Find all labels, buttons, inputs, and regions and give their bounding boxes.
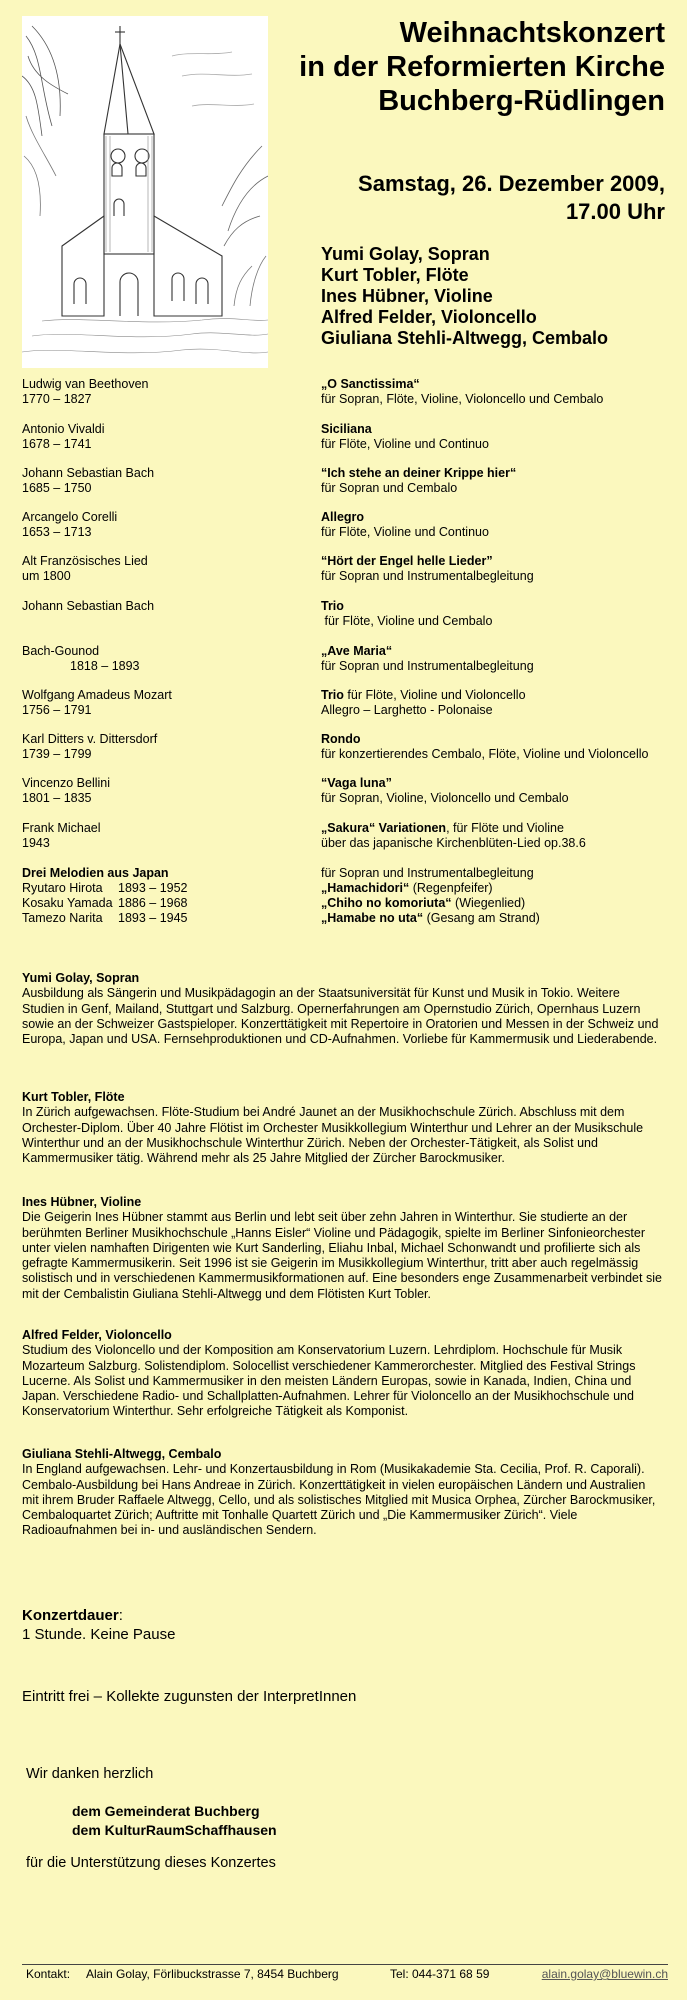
piece-title: „O Sanctissima“ bbox=[321, 377, 420, 391]
program-composer bbox=[22, 644, 140, 674]
japan-intro: für Sopran und Instrumentalbegleitung bbox=[321, 866, 534, 880]
program-piece bbox=[321, 510, 489, 540]
japan-song bbox=[321, 896, 540, 911]
piece-title: Trio bbox=[321, 599, 344, 613]
piece-detail: für Flöte, Violine und Cembalo bbox=[321, 614, 493, 628]
japan-song bbox=[321, 911, 540, 926]
sponsor-list bbox=[72, 1802, 277, 1840]
song-title: „Chiho no komoriuta“ bbox=[321, 896, 452, 910]
japan-composer-years: 1886 – 1968 bbox=[118, 896, 188, 910]
program-composer bbox=[22, 688, 172, 718]
composer-name: Antonio Vivaldi bbox=[22, 422, 105, 436]
performer: Alfred Felder, Violoncello bbox=[321, 307, 537, 327]
japan-songs bbox=[321, 866, 540, 926]
piece-title: Allegro bbox=[321, 510, 365, 524]
japan-composer-years: 1893 – 1945 bbox=[118, 911, 188, 925]
program-piece bbox=[321, 776, 569, 806]
piece-detail: für Sopran und Instrumentalbegleitung bbox=[321, 659, 534, 673]
program-composer bbox=[22, 466, 154, 496]
composer-name: Vincenzo Bellini bbox=[22, 776, 111, 790]
bio-alfred-felder bbox=[22, 1328, 662, 1420]
performer-list bbox=[321, 244, 608, 349]
piece-title: „Ave Maria“ bbox=[321, 644, 393, 658]
duration-text: 1 Stunde. Keine Pause bbox=[22, 1626, 176, 1643]
composer-years: 1653 – 1713 bbox=[22, 525, 92, 539]
program-piece bbox=[321, 821, 586, 851]
piece-title: Siciliana bbox=[321, 422, 372, 436]
program-piece bbox=[321, 732, 649, 762]
bio-text: In England aufgewachsen. Lehr- und Konzertausbildung in Rom (Musikakademie Sta. Cecilia, Prof. R. Caporali). Cembalo-Ausbildung bei Hans Andreae in Zürich. Konzerttätigkeit in vielen europäischen Ländern und Australien mit ihrem Bruder Raffaele Altwegg, Cello, und als solistisches Mitglied mit Musica Orphea, Zürcher Barockmusiker, Cembaloquartet Zürich; Auftritte mit Tonhalle Quartett Zürich und „Die Kammermusiker Zürich“. Viele Radioaufnahmen bei in- und ausländischen Sendern. bbox=[22, 1462, 656, 1538]
program-composer bbox=[22, 776, 110, 806]
program-piece bbox=[321, 644, 534, 674]
title-line: Weihnachtskonzert bbox=[399, 17, 665, 49]
composer-years: 1770 – 1827 bbox=[22, 392, 92, 406]
program-piece bbox=[321, 377, 603, 407]
program-composer bbox=[22, 422, 104, 452]
japan-composer bbox=[22, 896, 188, 911]
piece-detail: für Flöte, Violine und Continuo bbox=[321, 525, 489, 539]
japan-composer bbox=[22, 881, 188, 896]
bio-name: Yumi Golay, Sopran bbox=[22, 971, 140, 985]
contact-phone: Tel: 044-371 68 59 bbox=[390, 1967, 490, 1981]
program-composer bbox=[22, 599, 154, 614]
program-composer bbox=[22, 510, 117, 540]
performer: Yumi Golay, Sopran bbox=[321, 244, 490, 264]
composer-name: Karl Ditters v. Dittersdorf bbox=[22, 732, 158, 746]
japan-composer bbox=[22, 911, 188, 926]
footer-divider bbox=[22, 1964, 668, 1965]
composer-years: um 1800 bbox=[22, 569, 71, 583]
piece-title: “Hört der Engel helle Lieder” bbox=[321, 554, 493, 568]
bio-text: Die Geigerin Ines Hübner stammt aus Berlin und lebt seit über zehn Jahren in Winterthur. Sie studierte an der berühmten Berliner Musikhochschule „Hanns Eisler“ Violine und Pädagogik, spielte im Berliner Sinfonieorchester unter vielen namhaften Dirigenten wie Kurt Sanderling, Eliahu Inbal, Michael Schonwandt und profilierte sich als gefragte Kammermusikerin. Seit 1996 ist sie Geigerin im Musikkollegium Winterthur, tritt aber auch regelmässig solistisch und in verschiedenen Kammermusikformationen auf. Eine besonders enge Zusammenarbeit verbindet sie mit der Cembalistin Giuliana Stehli-Altwegg und dem Flötisten Kurt Tobler. bbox=[22, 1210, 662, 1301]
composer-years: 1801 – 1835 bbox=[22, 791, 92, 805]
bio-text: Ausbildung als Sängerin und Musikpädagogin an der Staatsuniversität für Kunst und Musik in Tokio. Weitere Studien in Genf, Mailand, Stuttgart und Salzburg. Opernerfahrungen am Opernstudio Zürich, Opernhaus Luzern sowie an der Schweizer Gastspieloper. Konzerttätigkeit mit Repertoire in Oratorien und Messen in der Schweiz und Europa, Japan und USA. Fernsehproduktionen und CD-Aufnahmen. Vorliebe für Kammermusik und Liederabende. bbox=[22, 986, 659, 1047]
bio-text: In Zürich aufgewachsen. Flöte-Studium bei André Jaunet an der Musikhochschule Zürich. Abschluss mit dem Orchester-Diplom. Über 40 Jahre Flötist im Orchester Musikkollegium Winterthur und Lehrer an der Musikschule Winterthur und an der Musikhochschule Winterthur Zürich. Neben der Orchester-Tätigkeit, als Solist und Kammermusiker tätig. Während mehr als 25 Jahre Mitglied der Zürcher Barockmusiker. bbox=[22, 1105, 644, 1166]
program-piece bbox=[321, 422, 489, 452]
program-composer bbox=[22, 821, 101, 851]
time-line: 17.00 Uhr bbox=[565, 199, 665, 224]
japan-composer-name: Ryutaro Hirota bbox=[22, 881, 103, 895]
bio-name: Giuliana Stehli-Altwegg, Cembalo bbox=[22, 1447, 222, 1461]
composer-years: 1739 – 1799 bbox=[22, 747, 92, 761]
contact-address: Alain Golay, Förlibuckstrasse 7, 8454 Buchberg bbox=[86, 1967, 339, 1981]
japan-heading: Drei Melodien aus Japan bbox=[22, 866, 169, 880]
thanks-heading: Wir danken herzlich bbox=[26, 1766, 154, 1782]
duration-colon: : bbox=[118, 1607, 123, 1624]
sponsor: dem Gemeinderat Buchberg bbox=[72, 1803, 260, 1819]
composer-years: 1818 – 1893 bbox=[70, 659, 140, 673]
composer-years: 1756 – 1791 bbox=[22, 703, 92, 717]
bio-name: Ines Hübner, Violine bbox=[22, 1195, 142, 1209]
title-line: Buchberg-Rüdlingen bbox=[378, 85, 665, 117]
composer-name: Arcangelo Corelli bbox=[22, 510, 118, 524]
piece-title: „Sakura“ Variationen bbox=[321, 821, 447, 835]
piece-detail: für Sopran, Violine, Violoncello und Cembalo bbox=[321, 791, 569, 805]
piece-detail: für Sopran, Flöte, Violine, Violoncello und Cembalo bbox=[321, 392, 604, 406]
program-piece bbox=[321, 466, 516, 496]
support-note: für die Unterstützung dieses Konzertes bbox=[26, 1855, 276, 1871]
song-title: „Hamabe no uta“ bbox=[321, 911, 424, 925]
program-piece bbox=[321, 599, 492, 629]
piece-title: Trio bbox=[321, 688, 344, 702]
song-note: (Regenpfeifer) bbox=[409, 881, 493, 895]
song-note: (Gesang am Strand) bbox=[423, 911, 540, 925]
sponsor: dem KulturRaumSchaffhausen bbox=[72, 1822, 277, 1838]
bio-name: Kurt Tobler, Flöte bbox=[22, 1090, 125, 1104]
church-illustration bbox=[22, 16, 268, 368]
bio-text: Studium des Violoncello und der Komposition am Konservatorium Luzern. Lehrdiplom. Hochschule für Musik Mozarteum Salzburg. Solistendiplom. Solocellist verschiedener Kammerorchester. Mitglied des Festival Strings Lucerne. Als Solist und Kammermusiker in den meisten Ländern Europas, sowie in Kanada, Indien, China und Japan. Verschiedene Radio- und Schallplatten-Aufnahmen. Lehrer für Violoncello an der Musikhochschule und Konservatorium Winterthur. Sehr erfolgreiche Tätigkeit als Komponist. bbox=[22, 1343, 636, 1419]
piece-detail: über das japanische Kirchenblüten-Lied op.38.6 bbox=[321, 836, 586, 850]
bio-name: Alfred Felder, Violoncello bbox=[22, 1328, 172, 1342]
program-piece bbox=[321, 688, 526, 718]
piece-title: “Ich stehe an deiner Krippe hier“ bbox=[321, 466, 517, 480]
composer-name: Frank Michael bbox=[22, 821, 101, 835]
japan-song bbox=[321, 881, 540, 896]
performer: Kurt Tobler, Flöte bbox=[321, 265, 469, 285]
program-composer bbox=[22, 554, 148, 584]
song-note: (Wiegenlied) bbox=[451, 896, 526, 910]
program-piece bbox=[321, 554, 534, 584]
song-title: „Hamachidori“ bbox=[321, 881, 410, 895]
composer-name: Alt Französisches Lied bbox=[22, 554, 148, 568]
piece-title-rest: für Flöte, Violine und Violoncello bbox=[343, 688, 526, 702]
composer-years: 1943 bbox=[22, 836, 50, 850]
composer-years: 1678 – 1741 bbox=[22, 437, 92, 451]
concert-date bbox=[358, 170, 665, 226]
japan-composer-years: 1893 – 1952 bbox=[118, 881, 188, 895]
composer-name: Johann Sebastian Bach bbox=[22, 466, 155, 480]
bio-giuliana-stehli-altwegg bbox=[22, 1447, 662, 1539]
performer: Giuliana Stehli-Altwegg, Cembalo bbox=[321, 328, 609, 348]
piece-title-rest: , für Flöte und Violine bbox=[446, 821, 564, 835]
piece-detail: für konzertierendes Cembalo, Flöte, Violine und Violoncello bbox=[321, 747, 649, 761]
composer-name: Johann Sebastian Bach bbox=[22, 599, 155, 613]
contact-label: Kontakt: bbox=[26, 1967, 71, 1981]
contact-email-link[interactable]: alain.golay@bluewin.ch bbox=[541, 1967, 668, 1981]
piece-title: Rondo bbox=[321, 732, 361, 746]
program-composer bbox=[22, 377, 148, 407]
composer-name: Bach-Gounod bbox=[22, 644, 100, 658]
composer-name: Wolfgang Amadeus Mozart bbox=[22, 688, 172, 702]
date-line: Samstag, 26. Dezember 2009, bbox=[358, 171, 665, 196]
duration-label: Konzertdauer bbox=[22, 1607, 119, 1624]
piece-title: “Vaga luna” bbox=[321, 776, 392, 790]
japan-composers bbox=[22, 866, 188, 926]
bio-kurt-tobler bbox=[22, 1090, 662, 1166]
bio-ines-huebner bbox=[22, 1195, 662, 1302]
performer: Ines Hübner, Violine bbox=[321, 286, 493, 306]
japan-composer-name: Tamezo Narita bbox=[22, 911, 103, 925]
bio-yumi-golay bbox=[22, 971, 662, 1047]
title-line: in der Reformierten Kirche bbox=[299, 51, 665, 83]
program-composer bbox=[22, 732, 157, 762]
concert-duration bbox=[22, 1606, 175, 1644]
concert-title bbox=[299, 16, 665, 118]
piece-detail: für Flöte, Violine und Continuo bbox=[321, 437, 489, 451]
composer-years: 1685 – 1750 bbox=[22, 481, 92, 495]
piece-detail: für Sopran und Instrumentalbegleitung bbox=[321, 569, 534, 583]
admission-note: Eintritt frei – Kollekte zugunsten der InterpretInnen bbox=[22, 1688, 357, 1705]
piece-detail: für Sopran und Cembalo bbox=[321, 481, 458, 495]
japan-composer-name: Kosaku Yamada bbox=[22, 896, 113, 910]
composer-name: Ludwig van Beethoven bbox=[22, 377, 149, 391]
piece-detail: Allegro – Larghetto - Polonaise bbox=[321, 703, 493, 717]
